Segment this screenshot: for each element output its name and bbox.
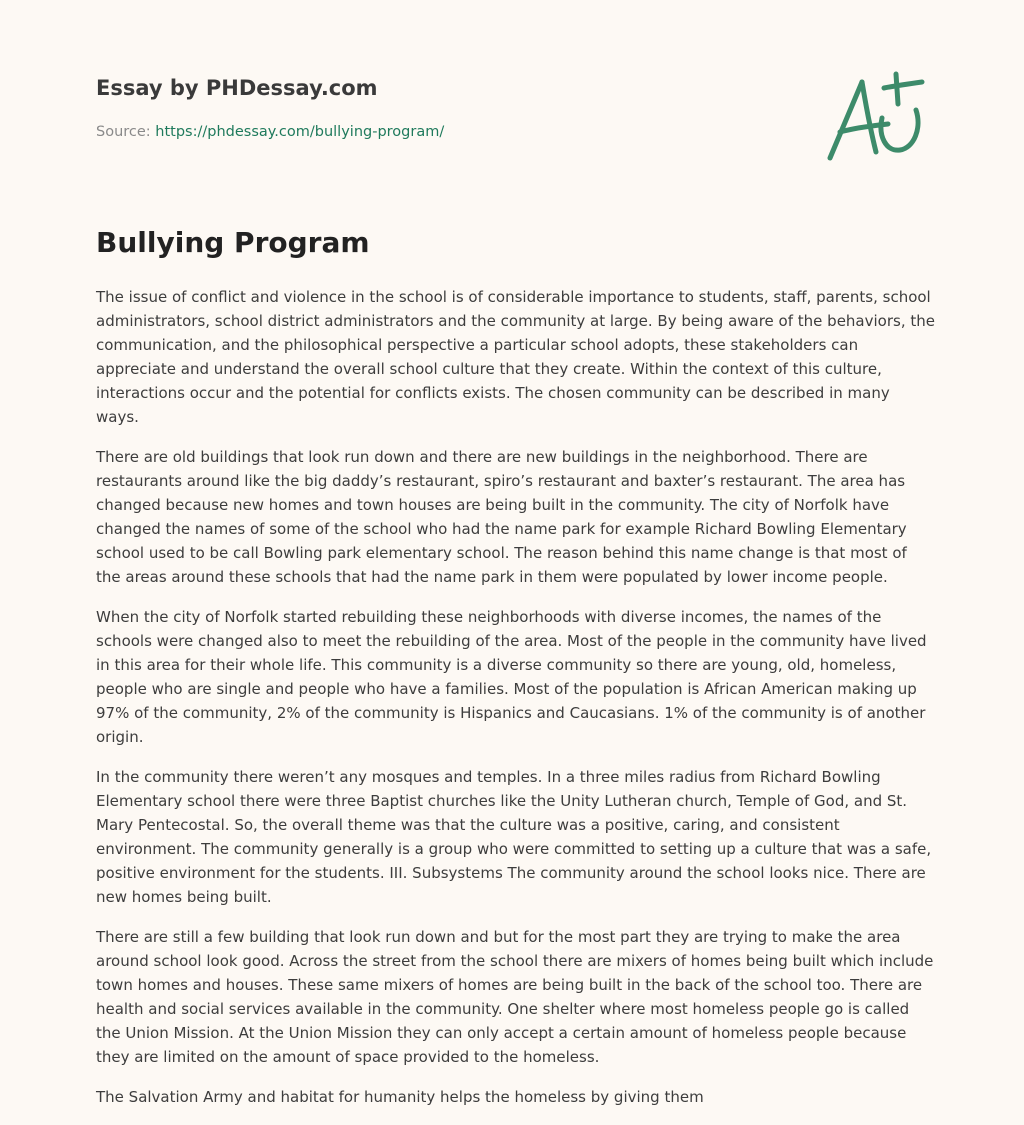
source-line	[96, 124, 444, 140]
site-title: Essay by PHDessay.com	[96, 76, 378, 100]
essay-paragraph: The Salvation Army and habitat for humanity helps the homeless by giving them	[96, 1088, 704, 1106]
essay-paragraph: There are old buildings that look run down and there are new buildings in the neighborhood. There are restaurants around like the big daddy’s restaurant, spiro’s restaurant and baxter’s restaurant. The area has changed because new homes and town houses are being built in the community. The city of Norfolk have changed the names of some of the school who had the name park for example Richard Bowling Elementary school used to be call Bowling park elementary school. The reason behind this name change is that most of the areas around these schools that had the name park in them were populated by lower income people.	[96, 448, 907, 586]
essay-paragraph: In the community there weren’t any mosques and temples. In a three miles radius from Richard Bowling Elementary school there were three Baptist churches like the Unity Lutheran church, Temple of God, and St. Mary Pentecostal. So, the overall theme was that the culture was a positive, caring, and consistent environment. The community generally is a group who were committed to setting up a culture that was a safe, positive environment for the students. III. Subsystems The community around the school looks nice. There are new homes being built.	[96, 768, 932, 906]
source-link[interactable]: https://phdessay.com/bullying-program/	[155, 124, 445, 140]
a-plus-grade-logo-icon	[818, 66, 930, 166]
essay-title: Bullying Program	[96, 226, 370, 259]
essay-paragraph: When the city of Norfolk started rebuilding these neighborhoods with diverse incomes, the names of the schools were changed also to meet the rebuilding of the area. Most of the people in the community have lived in this area for their whole life. This community is a diverse community so there are young, old, homeless, people who are single and people who have a families. Most of the population is African American making up 97% of the community, 2% of the community is Hispanics and Caucasians. 1% of the community is of another origin.	[96, 608, 927, 746]
essay-paragraph: There are still a few building that look run down and but for the most part they are trying to make the area around school look good. Across the street from the school there are mixers of homes being built which include town homes and houses. These same mixers of homes are being built in the back of the school too. There are health and social services available in the community. One shelter where most homeless people go is called the Union Mission. At the Union Mission they can only accept a certain amount of homeless people because they are limited on the amount of space provided to the homeless.	[96, 928, 934, 1066]
essay-body	[96, 285, 936, 1125]
source-label: Source:	[96, 124, 151, 140]
essay-paragraph: The issue of conflict and violence in the school is of considerable importance to students, staff, parents, school administrators, school district administrators and the community at large. By being aware of the behaviors, the communication, and the philosophical perspective a particular school adopts, these stakeholders can appreciate and understand the overall school culture that they create. Within the context of this culture, interactions occur and the potential for conflicts exists. The chosen community can be described in many ways.	[96, 288, 935, 426]
